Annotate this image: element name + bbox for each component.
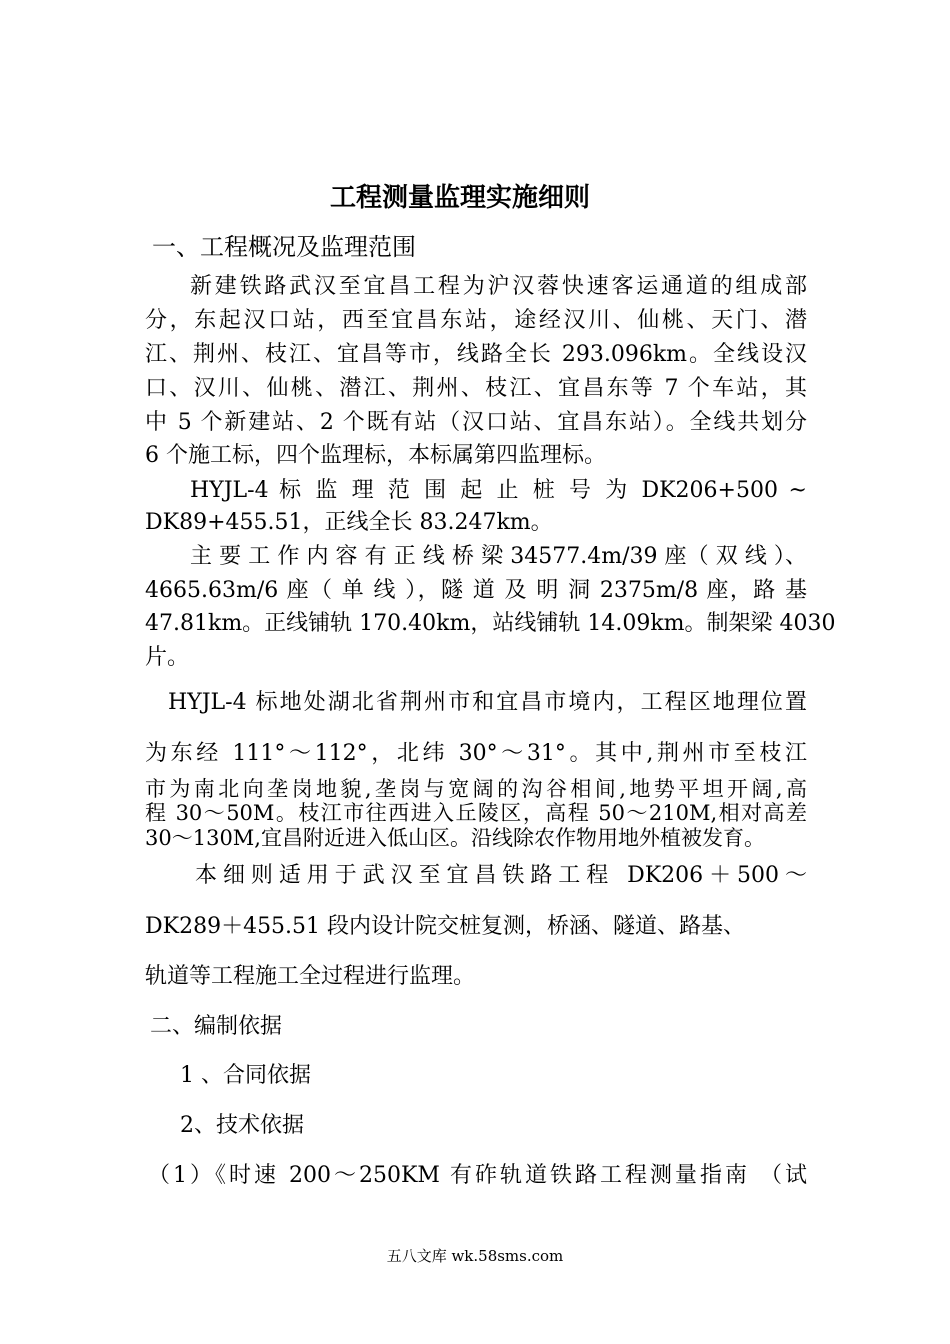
para4-line-2: 为东经 111°～112°，北纬 30°～31°。其中,荆州市至枝江 bbox=[145, 741, 807, 766]
para2-line-2: DK89+455.51，正线全长 83.247km。 bbox=[145, 510, 553, 535]
para1-line-5: 中 5 个新建站、2 个既有站（汉口站、宜昌东站）。全线共划分 bbox=[145, 410, 807, 435]
para1-line-4: 口、汉川、仙桃、潜江、荆州、枝江、宜昌东等 7 个车站，其 bbox=[145, 376, 807, 401]
section-heading-2: 二、编制依据 bbox=[150, 1014, 283, 1039]
para2-line-1: HYJL-4 标 监 理 范 围 起 止 桩 号 为 DK206+500 ~ bbox=[190, 478, 807, 503]
para5-line-3: 轨道等工程施工全过程进行监理。 bbox=[145, 964, 476, 989]
list-item-technical-basis: 2、技术依据 bbox=[180, 1113, 304, 1138]
para3-line-2: 4665.63m/6 座（ 单 线 ），隧 道 及 明 洞 2375m/8 座，路 基 bbox=[145, 578, 807, 603]
para5-line-1: 本细则适用于武汉至宜昌铁路工程 DK206＋500～ bbox=[195, 863, 807, 888]
para1-line-6: 6 个施工标，四个监理标，本标属第四监理标。 bbox=[145, 443, 606, 468]
para3-line-4: 片。 bbox=[145, 645, 190, 670]
list-item-survey-guide: （1）《时速 200～250KM 有砟轨道铁路工程测量指南 （试 bbox=[148, 1163, 807, 1188]
para4-line-4: 程 30～50M。枝江市往西进入丘陵区，高程 50～210M,相对高差 bbox=[145, 801, 807, 825]
para1-line-3: 江、荆州、枝江、宜昌等市，线路全长 293.096km。全线设汉 bbox=[145, 342, 807, 367]
para4-line-5: 30～130M,宜昌附近进入低山区。沿线除农作物用地外植被发育。 bbox=[145, 826, 765, 850]
para3-line-3: 47.81km。正线铺轨 170.40km，站线铺轨 14.09km。制架梁 4030 bbox=[145, 611, 836, 636]
para3-line-1: 主 要 工 作 内 容 有 正 线 桥 梁 34577.4m/39 座（ 双 线 ）、 bbox=[190, 544, 807, 569]
list-item-contract-basis: 1 、合同依据 bbox=[180, 1063, 311, 1088]
para1-line-1: 新建铁路武汉至宜昌工程为沪汉蓉快速客运通道的组成部 bbox=[190, 274, 807, 299]
section-heading-1: 一、工程概况及监理范围 bbox=[152, 233, 416, 261]
para5-line-2: DK289＋455.51 段内设计院交桩复测，桥涵、隧道、路基、 bbox=[145, 914, 746, 939]
para4-line-1: HYJL-4 标地处湖北省荆州市和宜昌市境内，工程区地理位置 bbox=[168, 690, 807, 715]
para4-line-3: 市为南北向垄岗地貌,垄岗与宽阔的沟谷相间,地势平坦开阔,高 bbox=[145, 777, 807, 801]
page-footer: 五八文库 wk.58sms.com bbox=[386, 1247, 564, 1265]
document-title: 工程测量监理实施细则 bbox=[329, 183, 590, 213]
para1-line-2: 分，东起汉口站，西至宜昌东站，途经汉川、仙桃、天门、潜 bbox=[145, 308, 807, 333]
